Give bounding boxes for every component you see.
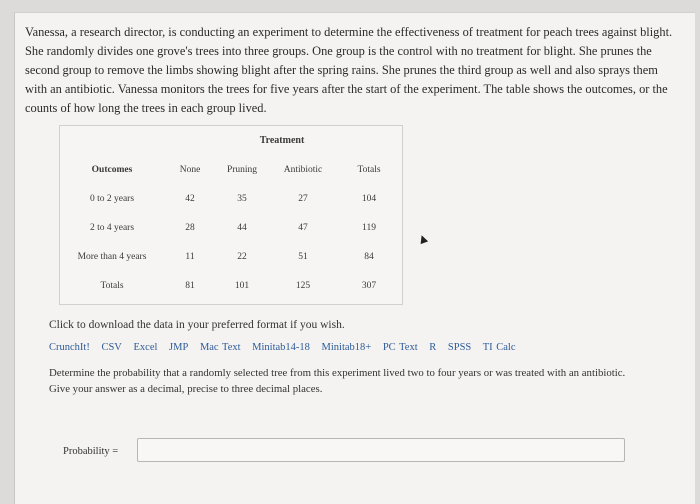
download-spss-link[interactable]: SPSS (447, 342, 472, 353)
table-cell: 47 (298, 222, 308, 233)
table-cell: 27 (298, 193, 308, 204)
probability-label: Probability = (63, 446, 119, 457)
header-totals: Totals (357, 164, 381, 175)
table-cell: 51 (298, 251, 308, 262)
probability-input[interactable] (137, 438, 625, 462)
header-outcomes: Outcomes (91, 164, 133, 175)
download-minitab18-link[interactable]: Minitab18+ (321, 342, 372, 353)
table-cell: 119 (362, 222, 376, 233)
table-cell: 42 (185, 193, 195, 204)
question-text: Determine the probability that a randomly selected tree from this experiment lived two to four years or was treated with an antibiotic. Give your answer as a decimal, precise to three decimal places. (49, 367, 626, 395)
table-group-header: Treatment (259, 135, 305, 146)
table-cell: 307 (361, 280, 377, 291)
table-row (60, 184, 400, 213)
header-pruning: Pruning (226, 164, 258, 175)
table-cell: 11 (185, 251, 195, 262)
table-row (60, 271, 400, 300)
download-pctext-link[interactable]: PC Text (382, 342, 418, 353)
table-cell: 101 (234, 280, 250, 291)
download-jmp-link[interactable]: JMP (169, 342, 189, 353)
table-cell: 125 (295, 280, 311, 291)
row-label: 2 to 4 years (89, 222, 135, 233)
download-mactext-link[interactable]: Mac Text (199, 342, 241, 353)
table-row (60, 242, 400, 271)
mouse-cursor-icon (418, 234, 428, 244)
table-row (60, 213, 400, 242)
header-none: None (179, 164, 201, 175)
table-cell: 104 (361, 193, 377, 204)
table-cell: 81 (185, 280, 195, 291)
download-links (49, 342, 523, 353)
table-cell: 28 (185, 222, 195, 233)
problem-text: Vanessa, a research director, is conducting an experiment to determine the effectiveness of treatment for peach trees against blight. She randomly divides one grove's trees into three groups. One group is the control with no treatment for blight. She prunes the second group to remove the limbs showing blight after the spring rains. She prunes the third group as well and also sprays them with an antibiotic. Vanessa monitors the trees for five years after the start of the experiment. The table shows the outcomes, or the counts of how long the trees in each group lived. (25, 25, 673, 115)
table-cell: 22 (237, 251, 247, 262)
table-cell: 84 (364, 251, 374, 262)
table-cell: 35 (237, 193, 247, 204)
download-ticalc-link[interactable]: TI Calc (482, 342, 516, 353)
problem-page (14, 12, 695, 504)
header-antibiotic: Antibiotic (283, 164, 323, 175)
row-label: 0 to 2 years (89, 193, 135, 204)
row-label: More than 4 years (77, 251, 147, 262)
download-r-link[interactable]: R (429, 342, 437, 353)
table-cell: 44 (237, 222, 247, 233)
table-header-row (60, 155, 400, 184)
download-minitab14-link[interactable]: Minitab14-18 (252, 342, 310, 353)
download-crunchit-link[interactable]: CrunchIt! (49, 342, 90, 353)
download-excel-link[interactable]: Excel (133, 342, 158, 353)
download-prompt: Click to download the data in your preferred format if you wish. (49, 319, 345, 331)
row-label: Totals (100, 280, 124, 291)
download-csv-link[interactable]: CSV (101, 342, 122, 353)
data-table (59, 125, 403, 305)
